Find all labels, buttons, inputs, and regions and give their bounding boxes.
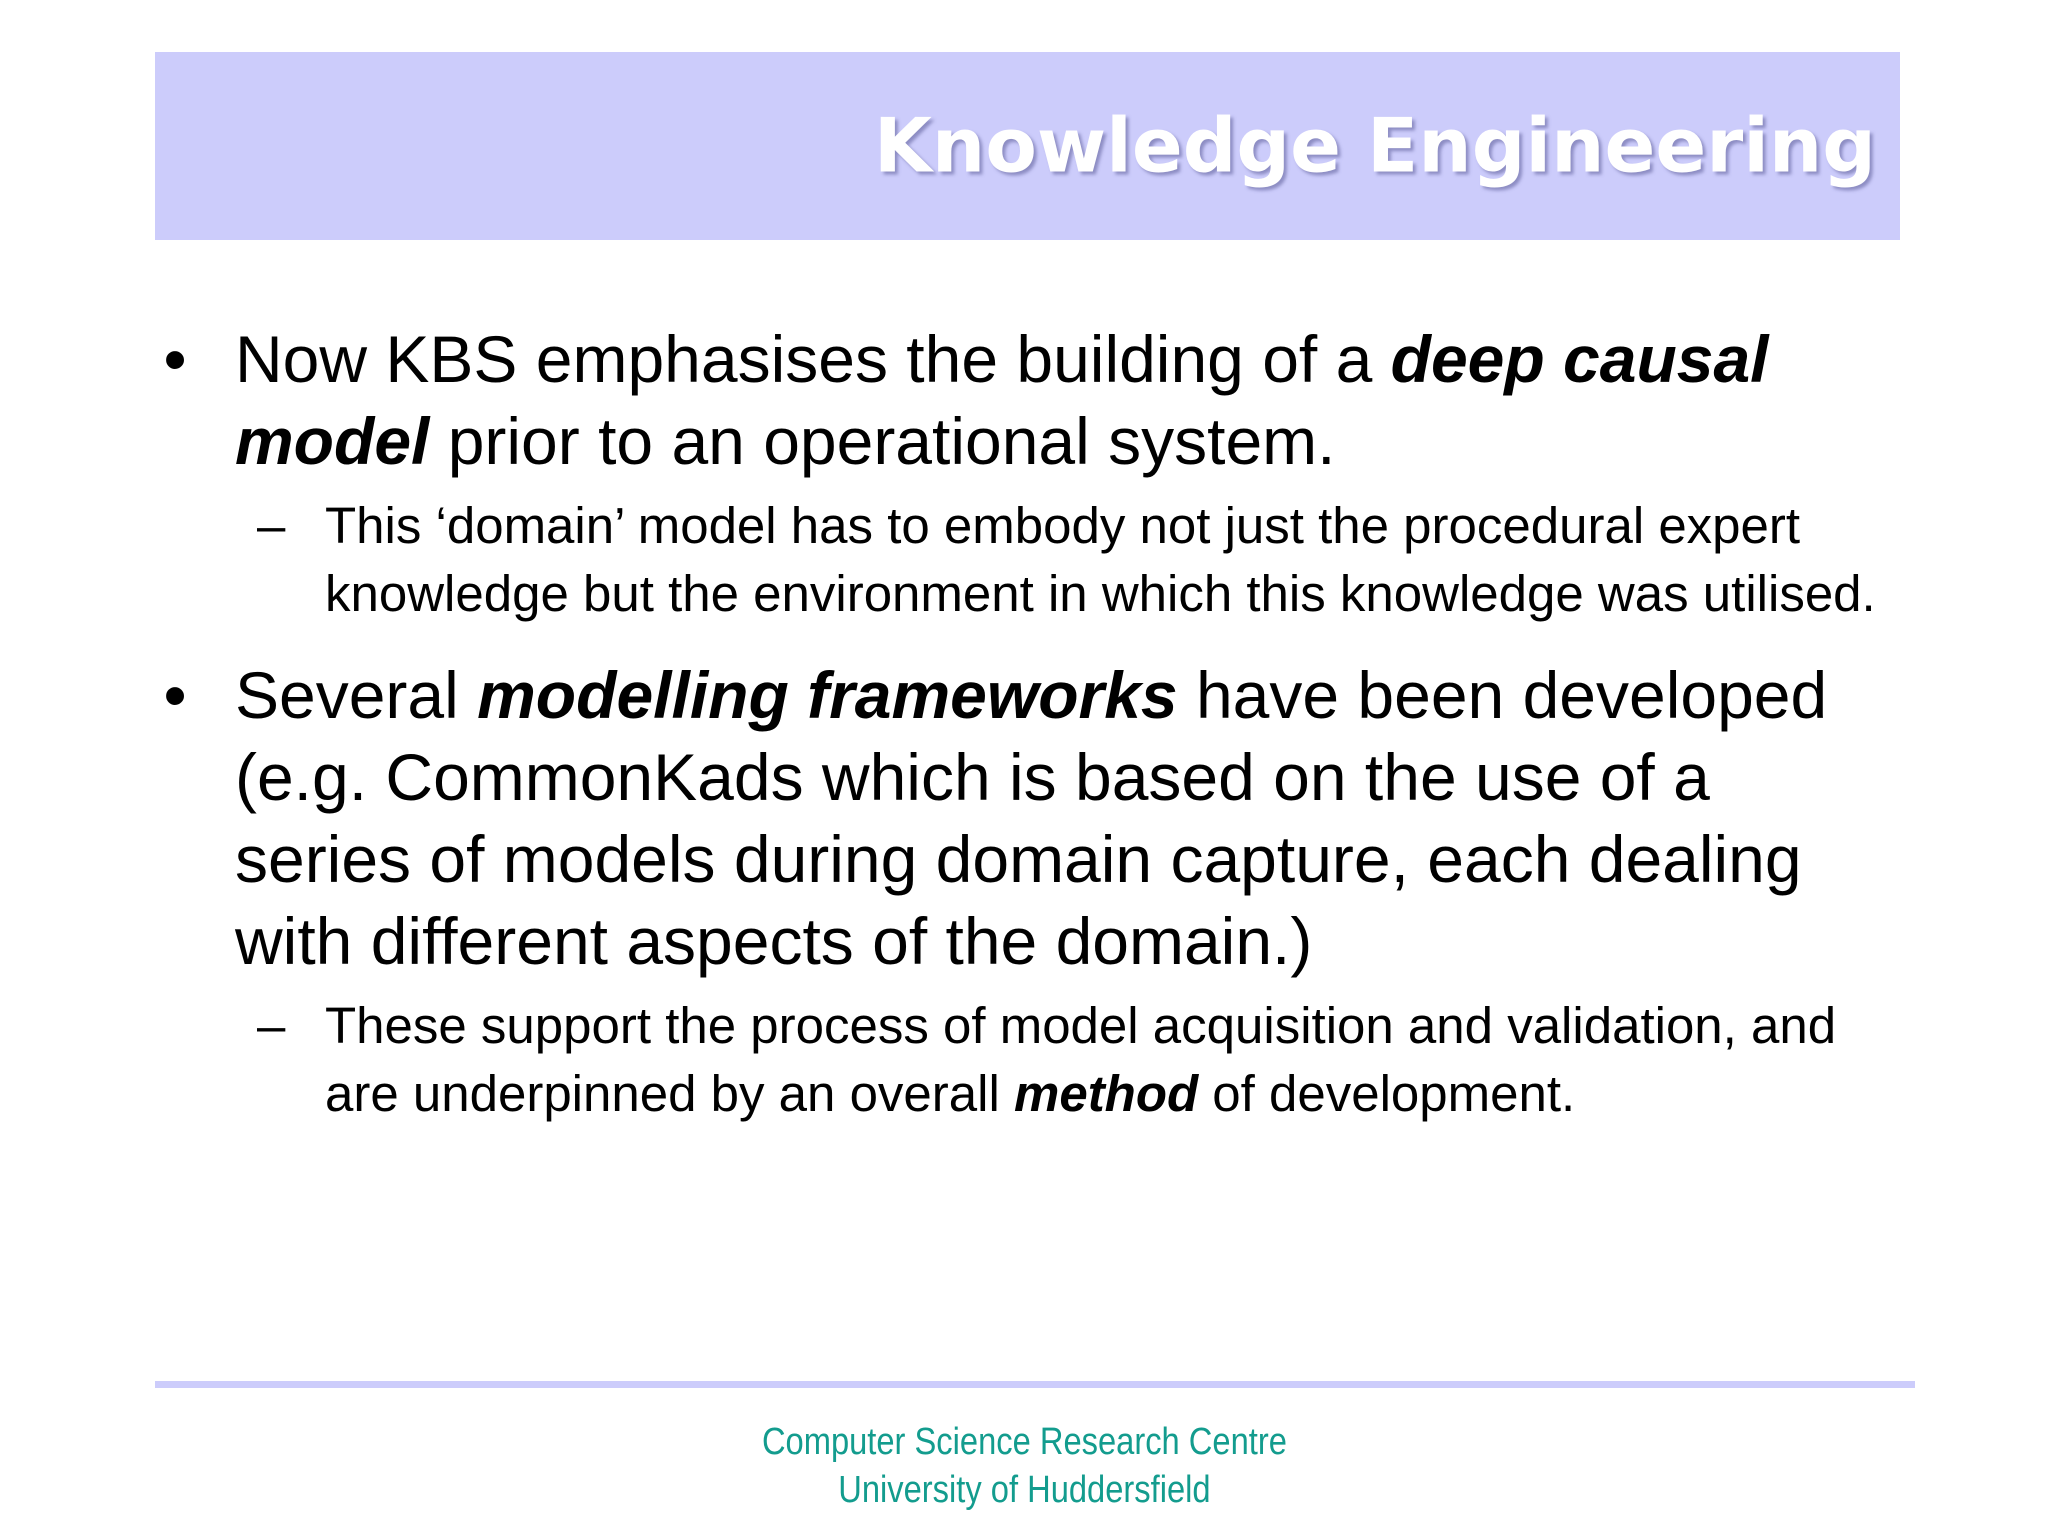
dash-icon: –	[257, 497, 286, 554]
sub-bullet-item	[155, 492, 1895, 628]
emphasis-text: modelling frameworks	[477, 658, 1178, 732]
emphasis-text: deep causal model	[235, 322, 1769, 478]
sub-bullet-text: This ‘domain’ model has to embody not just the procedural expert knowledge but the environment in which this knowledge was utilised.	[325, 497, 1876, 622]
title-band	[155, 52, 1900, 240]
bullet-text: prior to an operational system.	[429, 404, 1336, 478]
sub-bullet-text: of development.	[1198, 1065, 1576, 1122]
bullet-item	[155, 318, 1895, 482]
slide-content	[155, 318, 1895, 1128]
dash-icon: –	[257, 997, 286, 1054]
bullet-text: Several	[235, 658, 478, 732]
bullet-item	[155, 654, 1895, 982]
footer-divider	[155, 1381, 1915, 1388]
bullet-text: Now KBS emphasises the building of a	[235, 322, 1391, 396]
bullet-icon: •	[163, 658, 187, 732]
slide-title: Knowledge Engineering	[873, 101, 1876, 190]
bullet-icon: •	[163, 322, 187, 396]
emphasis-text: method	[1013, 1065, 1199, 1122]
bullet-text: have been developed (e.g. CommonKads which is based on the use of a series of models during domain capture, each dealing with different aspects of the domain.)	[235, 658, 1828, 978]
sub-bullet-item	[155, 992, 1895, 1128]
footer-organization: Computer Science Research Centre	[761, 1421, 1287, 1463]
sub-bullet-text: These support the process of model acquisition and validation, and are underpinned by an overall	[325, 997, 1837, 1122]
footer-university: University of Huddersfield	[838, 1469, 1211, 1511]
